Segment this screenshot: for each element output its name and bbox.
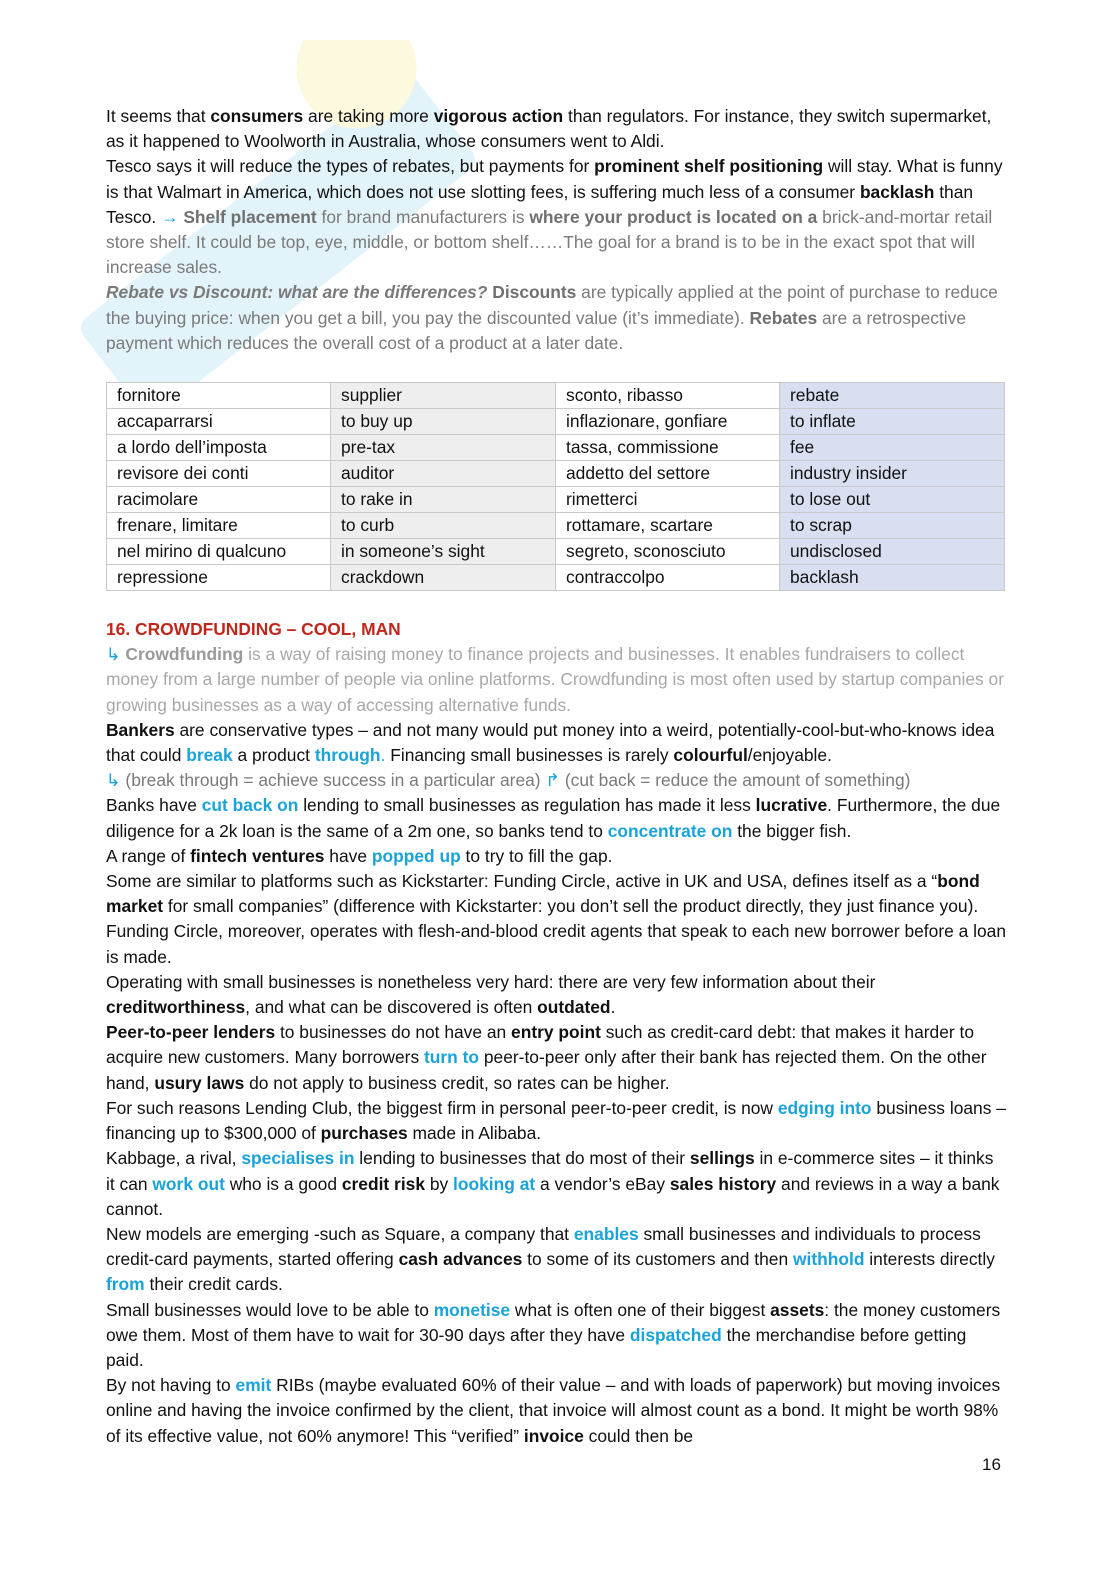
arrow-up-right-icon: ↱ <box>545 770 560 791</box>
table-cell: revisore dei conti <box>107 461 331 487</box>
table-cell: undisclosed <box>780 539 1005 565</box>
table-cell: frenare, limitare <box>107 513 331 539</box>
table-cell: in someone’s sight <box>331 539 556 565</box>
table-cell: to lose out <box>780 487 1005 513</box>
table-row <box>107 539 1005 565</box>
paragraph-banks-cut-back: Banks have cut back on lending to small businesses as regulation has made it less lucrative. Furthermore, the due diligence for a 2k loan is the same of a 2m one, so banks tend to concentrate on the bigger fish. <box>106 795 1001 841</box>
table-cell: fee <box>780 435 1005 461</box>
table-cell: supplier <box>331 383 556 409</box>
table-cell: contraccolpo <box>556 565 780 591</box>
table-cell: industry insider <box>780 461 1005 487</box>
paragraph-square: New models are emerging -such as Square, a company that enables small businesses and individuals to process credit-card payments, started offering cash advances to some of its customers and then withhold interests directly from their credit cards. <box>106 1223 995 1295</box>
page-number: 16 <box>982 1455 1001 1474</box>
paragraph-peer-to-peer: Peer-to-peer lenders to businesses do not have an entry point such as credit-card debt: that makes it harder to acquire new customers. Many borrowers turn to peer-to-peer only after their bank has rejected them. On the other hand, usury laws do not apply to business credit, so rates can be higher. <box>106 1022 987 1093</box>
paragraph-crowdfunding-definition: ↳ Crowdfunding is a way of raising money to finance projects and businesses. It enables fundraisers to collect money from a large number of people via online platforms. Crowdfunding is most often used by startup companies or growing businesses as a way of accessing alternative funds. <box>106 644 1005 715</box>
table-cell: rottamare, scartare <box>556 513 780 539</box>
table-cell: pre-tax <box>331 435 556 461</box>
table-cell: to rake in <box>331 487 556 513</box>
table-cell: backlash <box>780 565 1005 591</box>
table-cell: sconto, ribasso <box>556 383 780 409</box>
paragraph-monetise: Small businesses would love to be able to monetise what is often one of their biggest assets: the money customers owe them. Most of them have to wait for 30-90 days after they have dispatched the merchandise before getting paid. <box>106 1299 1001 1370</box>
table-cell: segreto, sconosciuto <box>556 539 780 565</box>
table-cell: to curb <box>331 513 556 539</box>
table-cell: addetto del settore <box>556 461 780 487</box>
table-cell: rimetterci <box>556 487 780 513</box>
table-row <box>107 487 1005 513</box>
section-heading: 16. CROWDFUNDING – COOL, MAN <box>106 619 401 640</box>
table-cell: to inflate <box>780 409 1005 435</box>
paragraph-kabbage: Kabbage, a rival, specialises in lending to businesses that do most of their sellings in e-commerce sites – it thinks it can work out who is a good credit risk by looking at a vendor’s eBay sales history and reviews in a way a bank cannot. <box>106 1148 1000 1219</box>
table-row <box>107 461 1005 487</box>
table-cell: rebate <box>780 383 1005 409</box>
table-row <box>107 383 1005 409</box>
paragraph-consumers: It seems that consumers are taking more vigorous action than regulators. For instance, they switch supermarket, as it happened to Woolworth in Australia, whose consumers went to Aldi. <box>106 106 992 152</box>
paragraph-phrasal-notes: ↳ (break through = achieve success in a particular area) ↱ (cut back = reduce the amount of something) <box>106 770 911 791</box>
table-cell: to scrap <box>780 513 1005 539</box>
table-cell: fornitore <box>107 383 331 409</box>
table-cell: accaparrarsi <box>107 409 331 435</box>
paragraph-rebate-vs-discount: Rebate vs Discount: what are the differences? Discounts are typically applied at the point of purchase to reduce the buying price: when you get a bill, you pay the discounted value (it’s immediate). Rebates are a retrospective payment which reduces the overall cost of a product at a later date. <box>106 282 998 353</box>
table-cell: racimolare <box>107 487 331 513</box>
table-cell: repressione <box>107 565 331 591</box>
table-cell: a lordo dell’imposta <box>107 435 331 461</box>
paragraph-lending-club: For such reasons Lending Club, the biggest firm in personal peer-to-peer credit, is now edging into business loans – financing up to $300,000 of purchases made in Alibaba. <box>106 1097 1006 1144</box>
table-cell: to buy up <box>331 409 556 435</box>
table-cell: inflazionare, gonfiare <box>556 409 780 435</box>
paragraph-fintech: A range of fintech ventures have popped up to try to fill the gap. <box>106 845 613 866</box>
table-cell: auditor <box>331 461 556 487</box>
table-cell: nel mirino di qualcuno <box>107 539 331 565</box>
arrow-down-right-icon: ↳ <box>106 770 121 791</box>
table-row <box>107 435 1005 461</box>
paragraph-creditworthiness: Operating with small businesses is nonetheless very hard: there are very few information about their creditworthiness, and what can be discovered is often outdated. <box>106 971 876 1018</box>
glossary-table <box>106 382 1005 591</box>
table-row <box>107 409 1005 435</box>
paragraph-tesco: Tesco says it will reduce the types of rebates, but payments for prominent shelf positioning will stay. What is funny is that Walmart in America, which does not use slotting fees, is suffering much less of a consumer backlash than Tesco. → Shelf placement for brand manufacturers is where your product is located on a brick-and-mortar retail store shelf. It could be top, eye, middle, or bottom shelf……The goal for a brand is to be in the exact spot that will increase sales. <box>106 156 1003 278</box>
arrow-right-icon: → <box>161 206 179 227</box>
document-page <box>106 104 1006 1449</box>
paragraph-funding-circle: Some are similar to platforms such as Kickstarter: Funding Circle, active in UK and USA, defines itself as a “bond market for small companies” (difference with Kickstarter: you don’t sell the product directly, they just finance you). Funding Circle, moreover, operates with flesh-and-blood credit agents that speak to each new borrower before a loan is made. <box>106 871 1006 967</box>
table-row <box>107 513 1005 539</box>
arrow-down-right-icon: ↳ <box>106 644 121 665</box>
table-cell: tassa, commissione <box>556 435 780 461</box>
table-row <box>107 565 1005 591</box>
table-cell: crackdown <box>331 565 556 591</box>
paragraph-bankers: Bankers are conservative types – and not many would put money into a weird, potentially-cool-but-who-knows idea that could break a product through. Financing small businesses is rarely colourful/enjoyable. <box>106 719 995 766</box>
paragraph-invoices: By not having to emit RIBs (maybe evaluated 60% of their value – and with loads of paperwork) but moving invoices online and having the invoice confirmed by the client, that invoice will almost count as a bond. It might be worth 98% of its effective value, not 60% anymore! This “verified” invoice could then be <box>106 1375 1001 1446</box>
